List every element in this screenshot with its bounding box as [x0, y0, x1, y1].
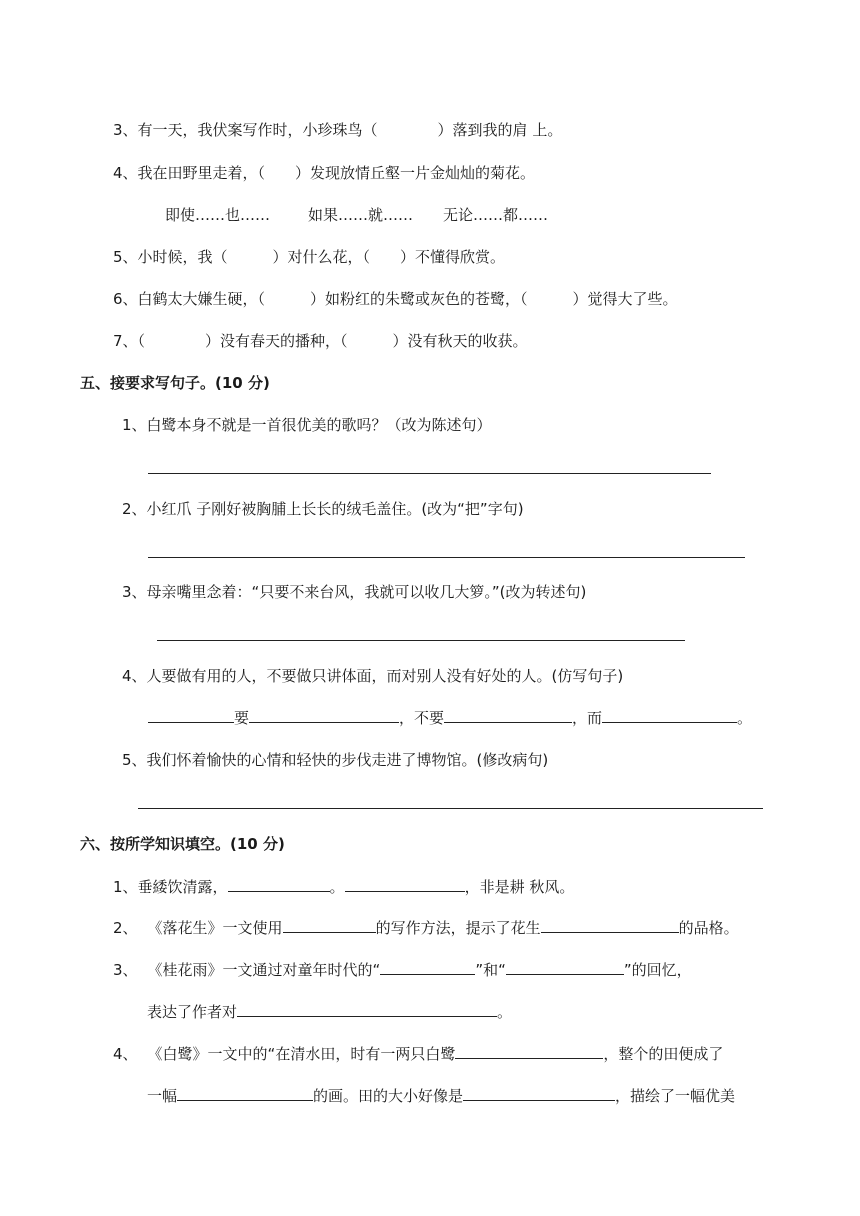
question-6-4-line2 — [147, 1086, 735, 1106]
text-6-3-num: 3、 — [113, 961, 138, 979]
text-6-2-a: 《落花生》一文使用 — [147, 919, 283, 937]
question-5-5: 5、我们怀着愉快的心情和轻快的步伐走进了博物馆。(修改病句) — [122, 751, 549, 769]
text-6-1-c: ，非是耕 秋风。 — [464, 878, 575, 896]
text-6-4-a: 《白鹭》一文中的“在清水田，时有一两只白鹭 — [147, 1045, 456, 1063]
answer-line-5-5[interactable] — [138, 808, 763, 809]
text-6-1-b: 。 — [329, 878, 345, 896]
text-6-3-e: 。 — [497, 1003, 513, 1021]
question-4-3: 3、有一天，我伏案写作时，小珍珠鸟（ ）落到我的肩 上。 — [113, 121, 563, 139]
text-buyao: ，不要 — [399, 709, 445, 727]
question-4-7: 7、（ ）没有春天的播种，（ ）没有秋天的收获。 — [113, 332, 528, 350]
blank-6-3-b[interactable] — [506, 960, 624, 975]
text-er: ，而 — [572, 709, 603, 727]
conjunction-options — [165, 205, 548, 225]
question-5-1: 1、白鹭本身不就是一首很优美的歌吗？（改为陈述句） — [122, 416, 492, 434]
imitation-sentence — [148, 708, 752, 728]
answer-line-5-3[interactable] — [157, 640, 685, 641]
question-6-3 — [113, 960, 692, 980]
text-period: 。 — [737, 709, 753, 727]
blank-6-3-a[interactable] — [380, 960, 475, 975]
text-6-3-b: ”和“ — [475, 961, 506, 979]
question-5-4: 4、人要做有用的人，不要做只讲体面，而对别人没有好处的人。(仿写句子) — [122, 667, 624, 685]
text-6-3-d: 表达了作者对 — [147, 1003, 238, 1021]
text-6-2-b: 的写作方法，提示了花生 — [375, 919, 541, 937]
option-3: 无论……都…… — [443, 206, 549, 224]
text-6-4-b: ，整个的田便成了 — [603, 1045, 724, 1063]
answer-line-5-2[interactable] — [148, 557, 745, 558]
question-5-3: 3、母亲嘴里念着：“只要不来台风，我就可以收几大箩。”(改为转述句) — [122, 583, 587, 601]
question-6-4 — [113, 1044, 723, 1064]
text-6-2-num: 2、 — [113, 919, 138, 937]
blank-5-4-d[interactable] — [602, 708, 737, 723]
text-yao: 要 — [234, 709, 250, 727]
question-4-6: 6、白鹤太大嫌生硬，（ ）如粉红的朱鹭或灰色的苍鹭，（ ）觉得大了些。 — [113, 290, 678, 308]
blank-6-4-b[interactable] — [177, 1086, 313, 1101]
section-6-heading: 六、按所学知识填空。(10 分) — [80, 835, 285, 853]
text-6-3-a: 《桂花雨》一文通过对童年时代的“ — [147, 961, 381, 979]
question-5-2: 2、小红爪 子刚好被胸脯上长长的绒毛盖住。(改为“把”字句) — [122, 500, 524, 518]
question-6-1 — [113, 877, 574, 897]
text-6-4-num: 4、 — [113, 1045, 138, 1063]
blank-6-2-a[interactable] — [283, 918, 376, 933]
blank-6-4-a[interactable] — [455, 1044, 603, 1059]
blank-5-4-c[interactable] — [444, 708, 572, 723]
text-6-4-c: 一幅 — [147, 1087, 178, 1105]
question-4-4: 4、我在田野里走着，（ ）发现放情丘壑一片金灿灿的菊花。 — [113, 164, 536, 182]
text-6-4-d: 的画。田的大小好像是 — [313, 1087, 464, 1105]
blank-6-2-b[interactable] — [541, 918, 679, 933]
text-6-4-e: ，描绘了一幅优美 — [615, 1087, 736, 1105]
blank-6-1-b[interactable] — [345, 877, 465, 892]
section-5-heading: 五、接要求写句子。(10 分) — [80, 374, 270, 392]
text-6-3-c: ”的回忆， — [623, 961, 692, 979]
question-4-5: 5、小时候，我（ ）对什么花，（ ）不懂得欣赏。 — [113, 248, 506, 266]
text-6-1-a: 1、垂緌饮清露， — [113, 878, 228, 896]
option-1: 即使……也…… — [165, 206, 271, 224]
question-6-2 — [113, 918, 739, 938]
blank-6-3-c[interactable] — [237, 1002, 497, 1017]
option-2: 如果……就…… — [308, 206, 414, 224]
text-6-2-c: 的品格。 — [678, 919, 739, 937]
blank-6-4-c[interactable] — [463, 1086, 615, 1101]
blank-5-4-b[interactable] — [249, 708, 399, 723]
blank-6-1-a[interactable] — [228, 877, 330, 892]
answer-line-5-1[interactable] — [148, 473, 711, 474]
blank-5-4-a[interactable] — [148, 708, 234, 723]
question-6-3-line2 — [147, 1002, 512, 1022]
